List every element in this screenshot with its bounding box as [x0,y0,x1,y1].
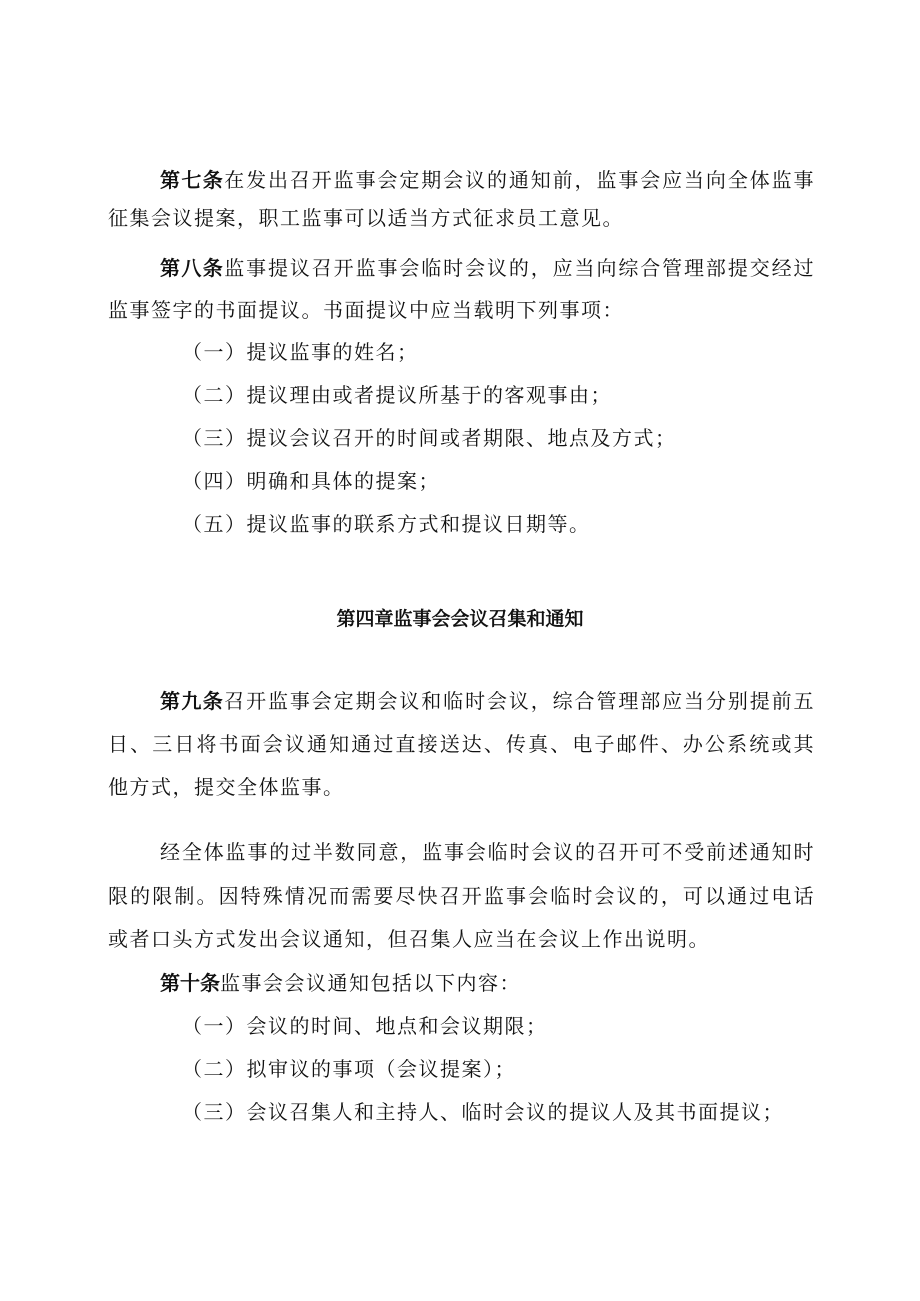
article10-item-1: （一）会议的时间、地点和会议期限； [182,1014,548,1038]
article9-line2: 日、三日将书面会议通知通过直接送达、传真、电子邮件、办公系统或其 [108,732,814,756]
article10-text: 监事会会议通知包括以下内容： [220,971,521,995]
article7-label: 第七条 [160,168,225,192]
article9-line1 [160,687,814,715]
article8-label: 第八条 [160,256,225,280]
article7-line2: 征集会议提案，职工监事可以适当方式征求员工意见。 [108,206,624,230]
article10-item-3: （三）会议召集人和主持人、临时会议的提议人及其书面提议； [182,1100,784,1124]
article8-line1 [160,254,814,282]
article10-label: 第十条 [160,971,220,995]
article8-item-5: （五）提议监事的联系方式和提议日期等。 [182,512,591,536]
article9-text: 召开监事会定期会议和临时会议，综合管理部应当分别提前五 [224,689,815,713]
article8-text: 监事提议召开监事会临时会议的，应当向综合管理部提交经过 [224,256,815,280]
article7-line1 [160,166,814,194]
article8-line2: 监事签字的书面提议。书面提议中应当载明下列事项： [108,298,624,322]
article9-line3: 他方式，提交全体监事。 [108,775,345,799]
article8-item-1: （一）提议监事的姓名； [182,340,419,364]
article8-item-4: （四）明确和具体的提案； [182,469,440,493]
article10-item-2: （二）拟审议的事项（会议提案）； [182,1057,516,1081]
article9-label: 第九条 [160,689,225,713]
chapter4-title: 第四章监事会会议召集和通知 [336,608,584,630]
article8-item-2: （二）提议理由或者提议所基于的客观事由； [182,383,612,407]
article7-text: 在发出召开监事会定期会议的通知前，监事会应当向全体监事 [224,168,815,192]
article9-para2-line1: 经全体监事的过半数同意，监事会临时会议的召开可不受前述通知时 [160,840,814,864]
article8-item-3: （三）提议会议召开的时间或者期限、地点及方式； [182,426,677,450]
article10-line1 [160,969,521,997]
article9-para2-line3: 或者口头方式发出会议通知，但召集人应当在会议上作出说明。 [108,927,710,951]
article9-para2-line2: 限的限制。因特殊情况而需要尽快召开监事会临时会议的，可以通过电话 [108,884,814,908]
